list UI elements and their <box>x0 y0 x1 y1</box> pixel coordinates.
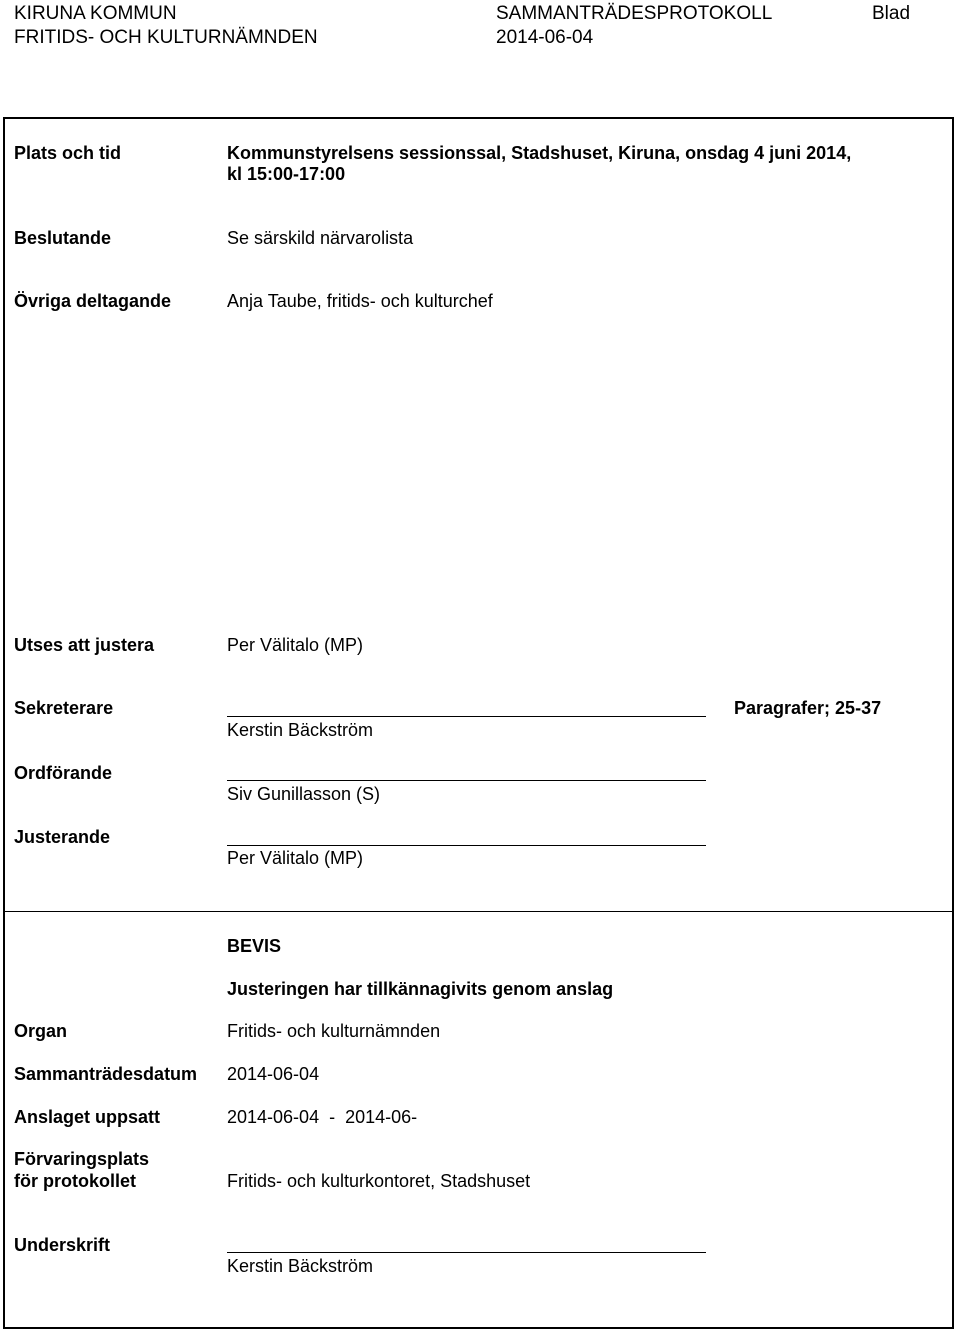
sheet-label: Blad <box>872 3 911 24</box>
document-type: SAMMANTRÄDESPROTOKOLL <box>496 3 773 24</box>
deciding-value: Se särskild närvarolista <box>227 228 414 248</box>
chair-label: Ordförande <box>14 763 113 783</box>
adjuster-label: Justerande <box>14 827 111 847</box>
chair-name: Siv Gunillasson (S) <box>227 784 381 804</box>
meeting-date-value: 2014-06-04 <box>227 1064 320 1084</box>
meeting-date-label: Sammanträdesdatum <box>14 1064 198 1084</box>
certificate-subtitle: Justeringen har tillkännagivits genom anslag <box>227 979 614 999</box>
deciding-label: Beslutande <box>14 228 112 248</box>
place-line-1: Kommunstyrelsens sessionssal, Stadshuset, Kiruna, onsdag 4 juni 2014, <box>227 143 852 163</box>
others-value: Anja Taube, fritids- och kulturchef <box>227 291 493 311</box>
paragraphs: Paragrafer; 25-37 <box>734 698 882 718</box>
signature-label: Underskrift <box>14 1235 111 1255</box>
storage-label-line-2: för protokollet <box>14 1171 136 1191</box>
organ-label: Organ <box>14 1021 68 1041</box>
secretary-signature-line <box>227 716 706 717</box>
chair-signature-line <box>227 780 706 781</box>
storage-value: Fritids- och kulturkontoret, Stadshuset <box>227 1171 531 1191</box>
document-date: 2014-06-04 <box>496 27 594 48</box>
storage-label-line-1: Förvaringsplats <box>14 1149 150 1169</box>
place-line-2: kl 15:00-17:00 <box>227 164 346 184</box>
appointed-value: Per Välitalo (MP) <box>227 635 364 655</box>
certificate-title: BEVIS <box>227 936 282 956</box>
secretary-name: Kerstin Bäckström <box>227 720 374 740</box>
place-time-label: Plats och tid <box>14 143 122 163</box>
adjuster-name: Per Välitalo (MP) <box>227 848 364 868</box>
certificate-signature-line <box>227 1252 706 1253</box>
committee-name: FRITIDS- OCH KULTURNÄMNDEN <box>14 27 318 48</box>
municipality-name: KIRUNA KOMMUN <box>14 3 177 24</box>
posted-value: 2014-06-04 - 2014-06- <box>227 1107 418 1127</box>
others-label: Övriga deltagande <box>14 291 172 311</box>
appointed-label: Utses att justera <box>14 635 155 655</box>
certificate-signature-name: Kerstin Bäckström <box>227 1256 374 1276</box>
posted-label: Anslaget uppsatt <box>14 1107 161 1127</box>
adjuster-signature-line <box>227 845 706 846</box>
section-divider <box>3 911 954 912</box>
organ-value: Fritids- och kulturnämnden <box>227 1021 441 1041</box>
secretary-label: Sekreterare <box>14 698 114 718</box>
